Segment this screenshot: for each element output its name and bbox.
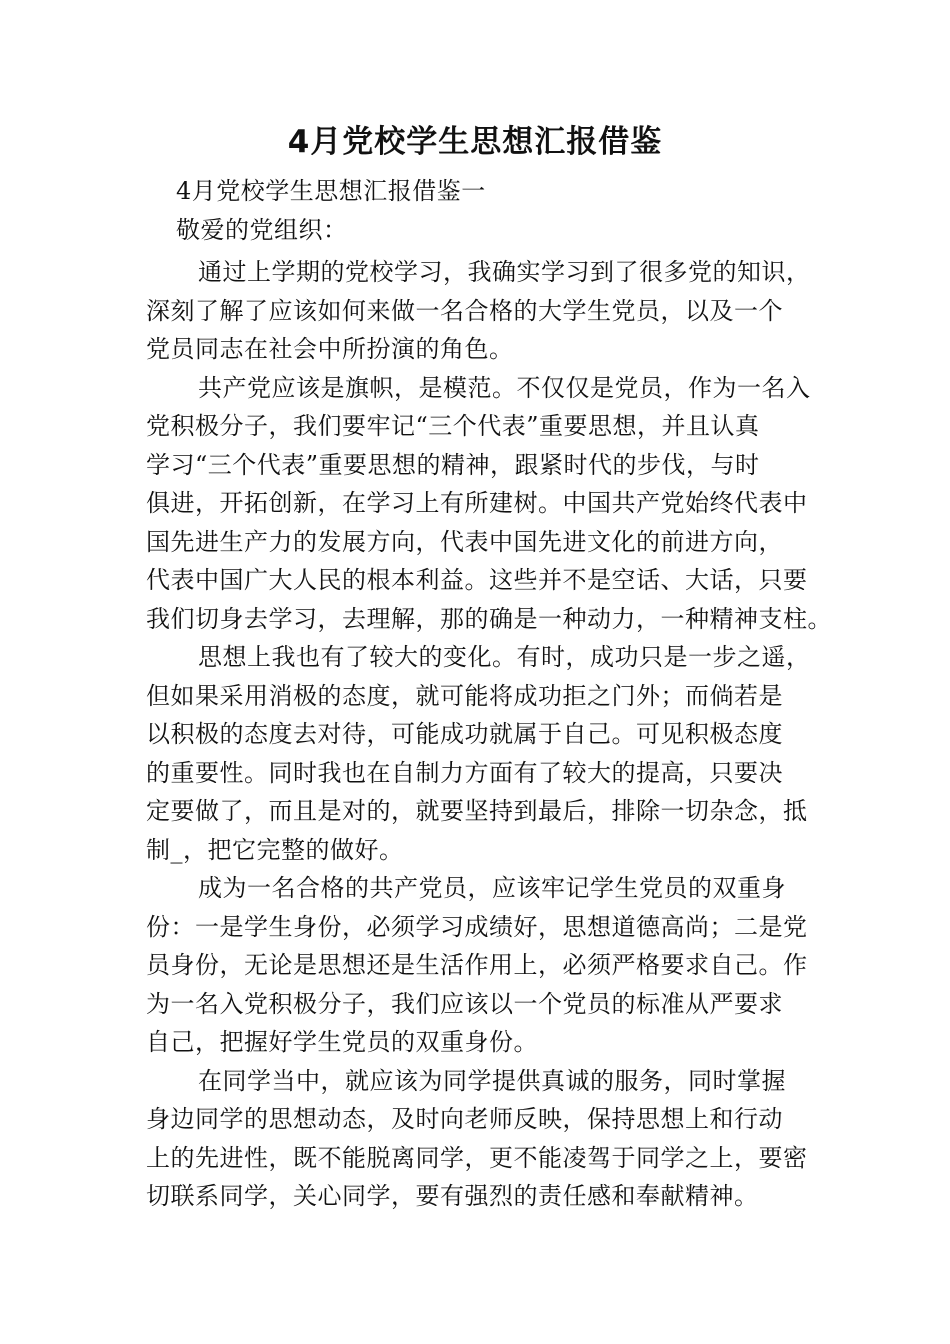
paragraph-line: 定要做了，而且是对的，就要坚持到最后，排除一切杂念，抵 bbox=[146, 797, 808, 825]
paragraph-line: 切联系同学，关心同学，要有强烈的责任感和奉献精神。 bbox=[146, 1182, 759, 1210]
paragraph-line: 为一名入党积极分子，我们应该以一个党员的标准从严要求 bbox=[146, 989, 783, 1018]
document-body bbox=[146, 172, 832, 1216]
paragraph-5 bbox=[146, 1062, 810, 1216]
paragraph-2 bbox=[146, 369, 832, 639]
paragraph-line: 身边同学的思想动态，及时向老师反映，保持思想上和行动 bbox=[146, 1105, 783, 1133]
paragraph-line: 通过上学期的党校学习，我确实学习到了很多党的知识， bbox=[198, 258, 811, 286]
document-subtitle: 4月党校学生思想汇报借鉴一 bbox=[176, 177, 486, 205]
paragraph-line: 以积极的态度去对待，可能成功就属于自己。可见积极态度 bbox=[146, 720, 783, 748]
document-title: 4月党校学生思想汇报借鉴 bbox=[287, 124, 663, 160]
salutation: 敬爱的党组织： bbox=[176, 215, 348, 244]
paragraph-3 bbox=[146, 638, 810, 869]
paragraph-line: 思想上我也有了较大的变化。有时，成功只是一步之遥， bbox=[198, 643, 811, 671]
paragraph-line: 但如果采用消极的态度，就可能将成功拒之门外；而倘若是 bbox=[146, 681, 783, 710]
paragraph-line: 党员同志在社会中所扮演的角色。 bbox=[146, 335, 514, 363]
paragraph-line: 上的先进性，既不能脱离同学，更不能凌驾于同学之上，要密 bbox=[146, 1143, 808, 1172]
paragraph-4 bbox=[146, 869, 810, 1062]
paragraph-line: 深刻了解了应该如何来做一名合格的大学生党员，以及一个 bbox=[146, 296, 783, 325]
paragraph-line: 党积极分子，我们要牢记“三个代表”重要思想，并且认真 bbox=[146, 412, 760, 440]
paragraph-line: 共产党应该是旗帜，是模范。不仅仅是党员，作为一名入 bbox=[198, 373, 811, 402]
paragraph-line: 俱进，开拓创新，在学习上有所建树。中国共产党始终代表中 bbox=[146, 489, 808, 517]
paragraph-line: 的重要性。同时我也在自制力方面有了较大的提高，只要决 bbox=[146, 758, 783, 787]
paragraph-line: 自己，把握好学生党员的双重身份。 bbox=[146, 1028, 538, 1056]
paragraph-line: 制_，把它完整的做好。 bbox=[146, 835, 404, 864]
paragraph-line: 学习“三个代表”重要思想的精神，跟紧时代的步伐，与时 bbox=[146, 450, 760, 479]
paragraph-line: 员身份，无论是思想还是生活作用上，必须严格要求自己。作 bbox=[146, 951, 808, 979]
paragraph-1 bbox=[146, 253, 810, 369]
paragraph-line: 在同学当中，就应该为同学提供真诚的服务，同时掌握 bbox=[198, 1066, 786, 1095]
paragraph-line: 份：一是学生身份，必须学习成绩好，思想道德高尚；二是党 bbox=[146, 912, 808, 941]
paragraph-line: 我们切身去学习，去理解，那的确是一种动力，一种精神支柱。 bbox=[146, 604, 832, 633]
paragraph-line: 国先进生产力的发展方向，代表中国先进文化的前进方向， bbox=[146, 527, 783, 556]
paragraph-line: 成为一名合格的共产党员，应该牢记学生党员的双重身 bbox=[198, 874, 786, 902]
paragraph-line: 代表中国广大人民的根本利益。这些并不是空话、大话，只要 bbox=[146, 566, 808, 594]
